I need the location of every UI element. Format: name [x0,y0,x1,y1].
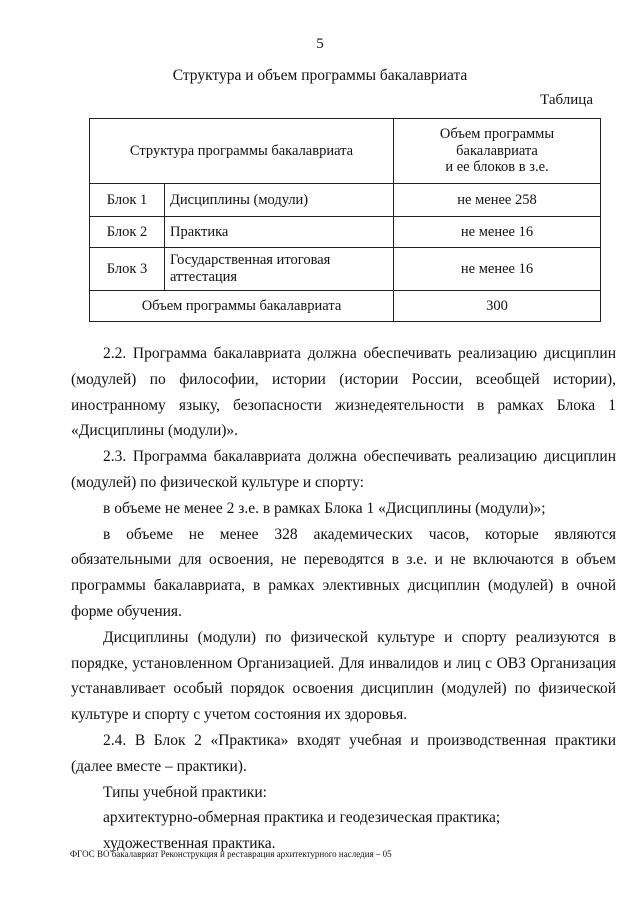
page-number: 5 [316,36,324,52]
paragraph: в объеме не менее 328 академических часов, которые являются обязательными для освоения, не переводятся в з.е. и не включаются в объем программы бакалавриата, в рамках элективных дисциплин (модулей) в очной форме обучения. [71,525,616,620]
paragraph: 2.3. Программа бакалавриата должна обеспечивать реализацию дисциплин (модулей) по физической культуре и спорту: [71,448,616,491]
table-caption: Таблица [540,92,593,108]
body-text [71,341,616,857]
paragraph: 2.2. Программа бакалавриата должна обеспечивать реализацию дисциплин (модулей) по философии, истории (истории России, всеобщей истории), иностранному языку, безопасности жизнедеятельности в рамках Блока 1 «Дисциплины (модули)». [71,345,616,440]
total-value-cell: 300 [394,291,601,322]
header-volume-line: и ее блоков в з.е. [445,159,549,176]
program-structure-table [89,118,601,322]
table-title: Структура и объем программы бакалавриата [172,67,468,84]
table-row [90,184,601,217]
table-row [90,248,601,291]
block-cell: Блок 3 [90,248,165,291]
block-volume-cell: не менее 16 [394,217,601,248]
block-name-cell: Дисциплины (модули) [165,184,394,217]
block-volume-cell: не менее 258 [394,184,601,217]
header-volume-cell [394,119,601,184]
block-name-cell: Практика [165,217,394,248]
header-structure-cell: Структура программы бакалавриата [90,119,394,184]
header-volume-line: Объем программы [439,125,555,142]
paragraph: в объеме не менее 2 з.е. в рамках Блока 1 «Дисциплины (модули)»; [103,499,546,517]
total-label-cell: Объем программы бакалавриата [90,291,394,322]
paragraph: художественная практика. [103,835,276,853]
paragraph: 2.4. В Блок 2 «Практика» входят учебная и производственная практики (далее вместе – практики). [71,731,616,775]
table-row [90,217,601,248]
block-name-cell: Государственная итоговая аттестация [165,248,394,291]
table-total-row [90,291,601,322]
table-header-row [90,119,601,184]
block-cell: Блок 2 [90,217,165,248]
paragraph: Дисциплины (модули) по физической культуре и спорту реализуются в порядке, установленном Организацией. Для инвалидов и лиц с ОВЗ Организация устанавливает особый порядок освоения дисциплин (модулей) по физической культуре и спорту с учетом состояния их здоровья. [71,628,616,724]
page-footer: ФГОС ВО бакалавриат Реконструкция и реставрация архитектурного наследия – 05 [70,849,392,859]
block-cell: Блок 1 [90,184,165,217]
header-volume-line: бакалавриата [456,142,538,159]
block-volume-cell: не менее 16 [394,248,601,291]
paragraph: архитектурно-обмерная практика и геодезическая практика; [103,809,501,827]
paragraph: Типы учебной практики: [103,783,267,801]
